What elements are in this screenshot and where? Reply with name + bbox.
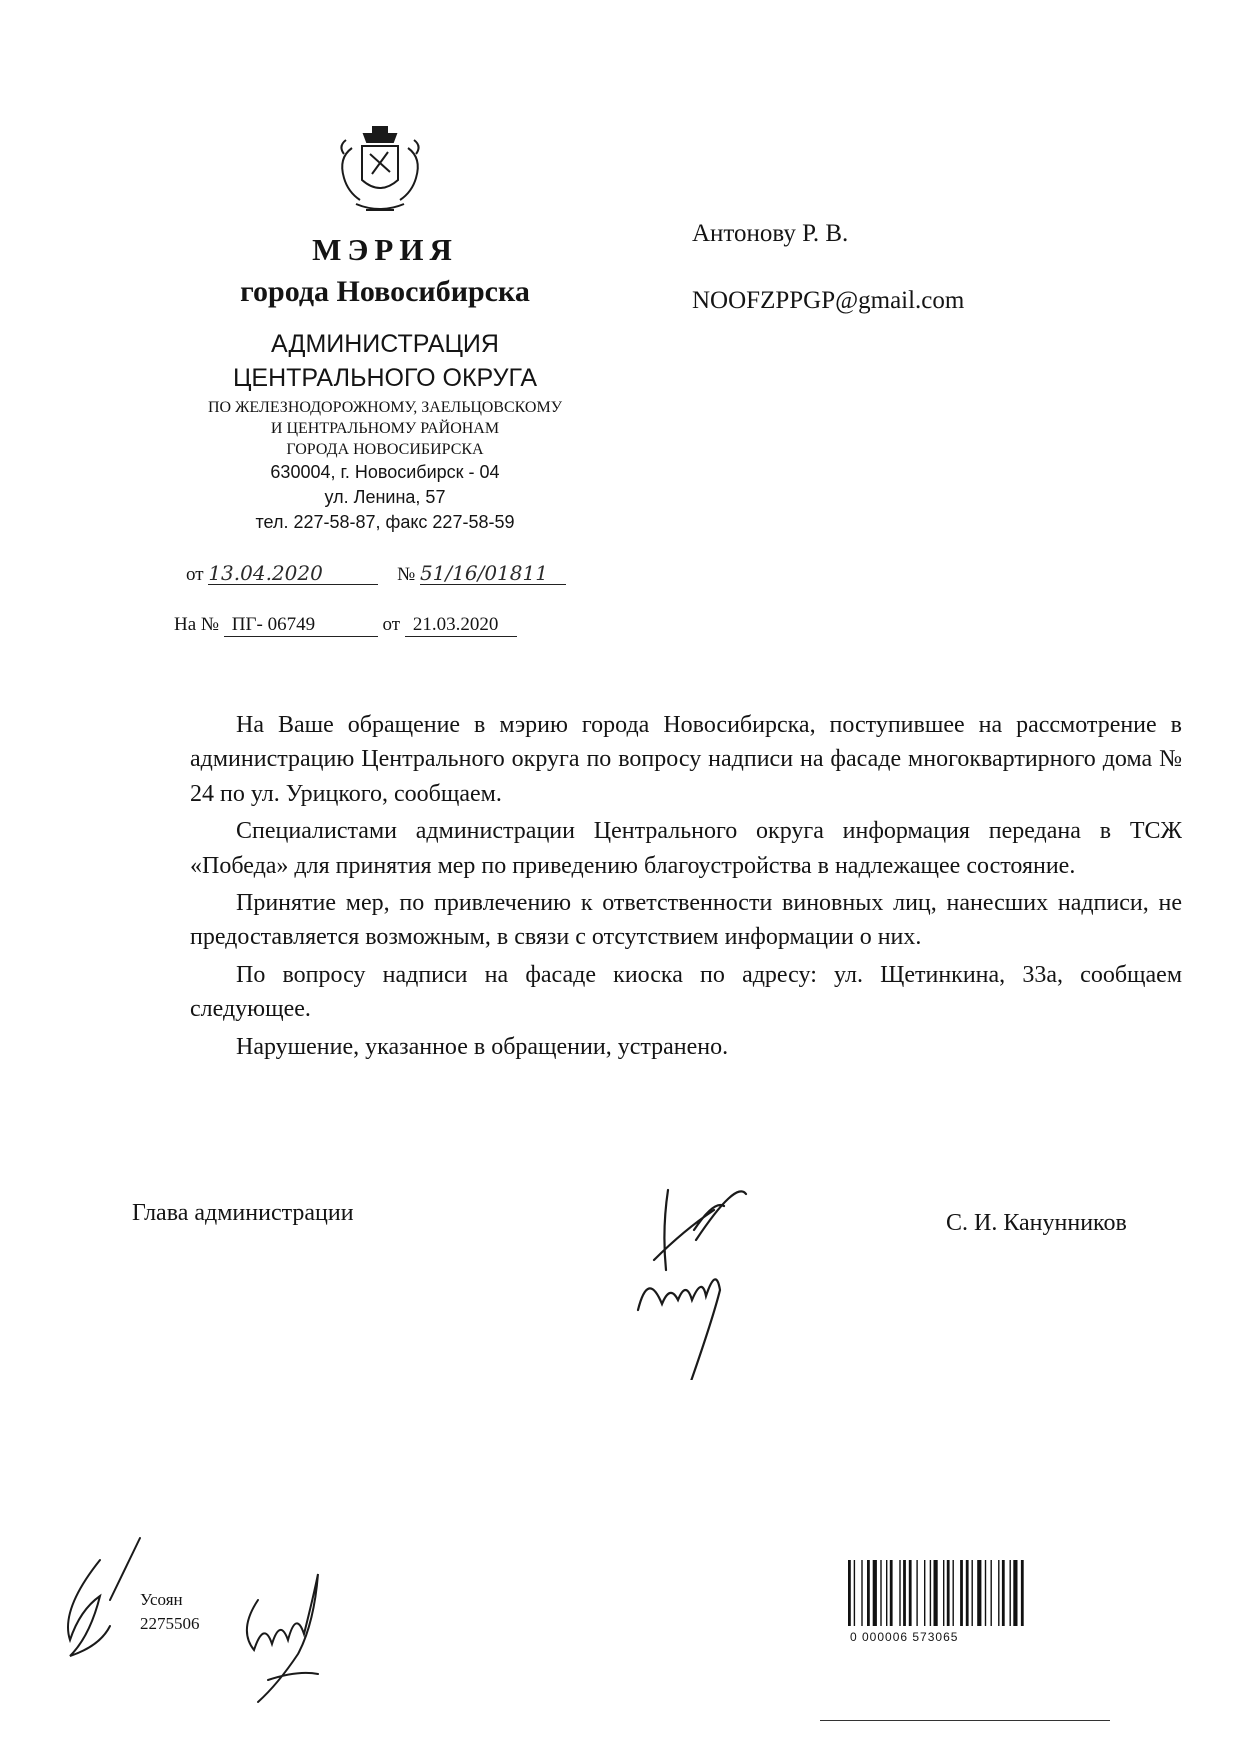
executor-signature xyxy=(228,1560,338,1710)
reply-label: На № xyxy=(174,614,220,635)
barcode-bar xyxy=(890,1560,893,1626)
registration-date: 13.04.2020 xyxy=(208,562,378,585)
bottom-divider xyxy=(820,1720,1110,1721)
letter-body xyxy=(190,708,1182,1067)
signatory-name: С. И. Канунников xyxy=(946,1210,1127,1236)
administration-title-line1: АДМИНИСТРАЦИЯ xyxy=(271,330,499,358)
barcode-bar xyxy=(854,1560,855,1626)
recipient-email: NOOFZPPGP@gmail.com xyxy=(692,287,965,314)
barcode-bar xyxy=(972,1560,973,1626)
districts-line2: И ЦЕНТРАЛЬНОМУ РАЙОНАМ xyxy=(270,420,500,437)
barcode-bar xyxy=(924,1560,925,1626)
recipient-name: Антонову Р. В. xyxy=(692,220,849,247)
barcode-bar xyxy=(1021,1560,1024,1626)
districts-line3: ГОРОДА НОВОСИБИРСКА xyxy=(286,441,484,458)
barcode-bar xyxy=(880,1560,881,1626)
reply-from-label: от xyxy=(382,614,401,635)
administration-title-line2: ЦЕНТРАЛЬНОГО ОКРУГА xyxy=(232,364,538,392)
body-paragraph-1: На Ваше обращение в мэрию города Новосибирска, поступившее на рассмотрение в администрацию Центрального округа по вопросу надписи на фасаде многоквартирного дома № 24 по ул. Урицкого, сообщаем. xyxy=(190,712,1182,807)
body-paragraph-2: Специалистами администрации Центрального округа информация передана в ТСЖ «Победа» для принятия мер по приведению благоустройства в надлежащее состояние. xyxy=(190,818,1182,879)
registration-number: 51/16/01811 xyxy=(420,562,566,585)
barcode-bar xyxy=(977,1560,981,1626)
body-paragraph-5: Нарушение, указанное в обращении, устранено. xyxy=(236,1033,729,1060)
barcode xyxy=(844,1560,1074,1630)
registration-line xyxy=(186,562,566,586)
barcode-bar xyxy=(886,1560,887,1626)
executor-phone: 2275506 xyxy=(140,1614,200,1633)
barcode-bar xyxy=(943,1560,944,1626)
reply-number: ПГ- 06749 xyxy=(224,614,378,637)
barcode-bar xyxy=(916,1560,917,1626)
barcode-bar xyxy=(873,1560,877,1626)
street-address: ул. Ленина, 57 xyxy=(324,487,446,507)
barcode-bar xyxy=(960,1560,963,1626)
barcode-bar xyxy=(966,1560,969,1626)
barcode-bar xyxy=(991,1560,992,1626)
barcode-bar xyxy=(903,1560,906,1626)
barcode-bar xyxy=(1002,1560,1005,1626)
barcode-digits: 0 000006 573065 xyxy=(850,1630,959,1644)
signature-image xyxy=(600,1160,800,1380)
barcode-bar xyxy=(861,1560,862,1626)
barcode-bar xyxy=(998,1560,999,1626)
executor-name: Усоян xyxy=(140,1590,183,1609)
barcode-bar xyxy=(867,1560,870,1626)
city-title: города Новосибирска xyxy=(240,275,530,308)
reply-line xyxy=(174,614,517,637)
barcode-bar xyxy=(934,1560,938,1626)
mayor-office-title: МЭРИЯ xyxy=(312,232,458,267)
city-emblem-icon xyxy=(326,124,434,220)
barcode-bar xyxy=(930,1560,931,1626)
phone-fax: тел. 227-58-87, факс 227-58-59 xyxy=(255,512,515,532)
barcode-bar xyxy=(899,1560,900,1626)
signatory-position: Глава администрации xyxy=(132,1200,354,1226)
postal-address: 630004, г. Новосибирск - 04 xyxy=(270,462,500,482)
districts-line1: ПО ЖЕЛЕЗНОДОРОЖНОМУ, ЗАЕЛЬЦОВСКОМУ xyxy=(207,399,563,416)
body-paragraph-3: Принятие мер, по привлечению к ответственности виновных лиц, нанесших надписи, не предоставляется возможным, в связи с отсутствием информации о них. xyxy=(190,890,1182,951)
barcode-bar xyxy=(848,1560,851,1626)
number-label: № xyxy=(397,564,416,585)
barcode-bar xyxy=(985,1560,986,1626)
barcode-bar xyxy=(947,1560,950,1626)
body-paragraph-4: По вопросу надписи на фасаде киоска по адресу: ул. Щетинкина, 33а, сообщаем следующее. xyxy=(190,961,1182,1023)
barcode-bar xyxy=(1013,1560,1017,1626)
reply-date: 21.03.2020 xyxy=(405,614,517,637)
barcode-bar xyxy=(909,1560,912,1626)
barcode-bar xyxy=(953,1560,954,1626)
barcode-bar xyxy=(1010,1560,1011,1626)
from-label: от xyxy=(186,564,204,585)
